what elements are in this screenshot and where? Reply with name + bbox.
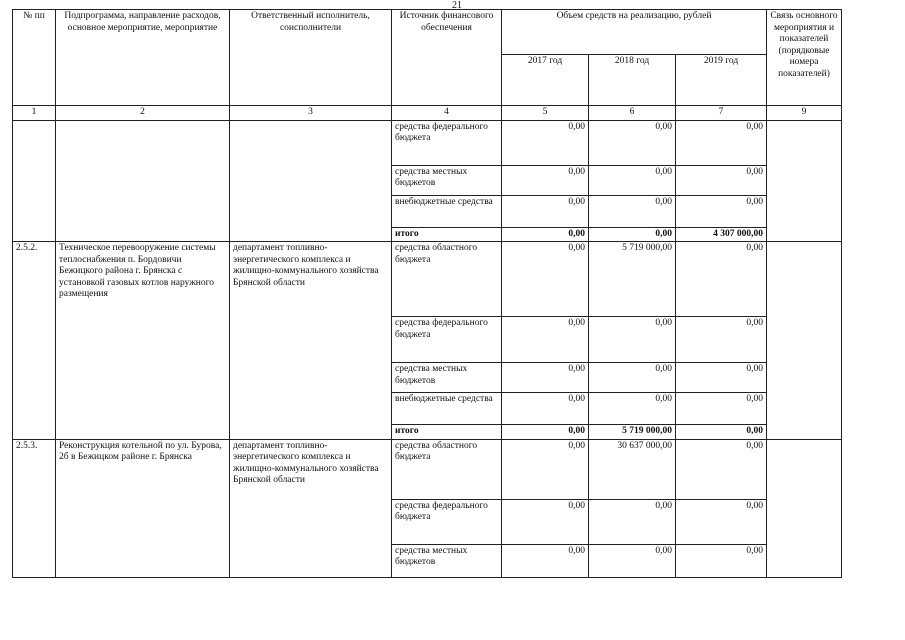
value-2019: 0,00 [676,393,767,425]
col-number: 6 [589,106,676,121]
value-2017: 0,00 [502,120,589,165]
value-2017: 0,00 [502,544,589,577]
value-2019: 0,00 [676,363,767,393]
table-row [13,439,842,499]
value-2018: 0,00 [589,120,676,165]
funding-source: средства областного бюджета [392,242,502,317]
header-row-1 [13,10,842,55]
funding-source: средства федерального бюджета [392,120,502,165]
value-2017: 0,00 [502,393,589,425]
value-2019: 0,00 [676,499,767,544]
funding-source: итого [392,227,502,242]
value-2017: 0,00 [502,363,589,393]
link-cell [767,439,842,577]
value-2018: 0,00 [589,227,676,242]
link-cell [767,120,842,242]
col-number: 4 [392,106,502,121]
value-2019: 0,00 [676,195,767,227]
header-link: Связь основного мероприятия и показателей (порядковые номера показателей) [767,10,842,106]
col-number: 7 [676,106,767,121]
funding-source: средства федерального бюджета [392,499,502,544]
header-volume: Объем средств на реализацию, рублей [502,10,767,55]
header-num: № пп [13,10,56,106]
value-2019: 4 307 000,00 [676,227,767,242]
header-source: Источник финансового обеспечения [392,10,502,106]
funding-source: средства местных бюджетов [392,544,502,577]
item-number: 2.5.2. [13,242,56,440]
value-2019: 0,00 [676,439,767,499]
value-2019: 0,00 [676,544,767,577]
table-row [13,120,842,165]
funding-source: внебюджетные средства [392,393,502,425]
item-program-cell [56,120,230,242]
funding-source: средства областного бюджета [392,439,502,499]
value-2017: 0,00 [502,439,589,499]
value-2018: 5 719 000,00 [589,242,676,317]
item-number-cell [13,120,56,242]
col-number: 1 [13,106,56,121]
value-2019: 0,00 [676,120,767,165]
header-year-2019: 2019 год [676,55,767,106]
value-2017: 0,00 [502,227,589,242]
item-program: Техническое перевооружение системы теплоснабжения п. Бордовичи Бежицкого района г. Брянска с установкой газовых котлов наружного размещения [56,242,230,440]
item-program: Реконструкция котельной по ул. Бурова, 2б в Бежицком районе г. Брянска [56,439,230,577]
item-executor: департамент топливно-энергетического комплекса и жилищно-коммунального хозяйства Брянской области [230,242,392,440]
value-2017: 0,00 [502,195,589,227]
item-executor: департамент топливно-энергетического комплекса и жилищно-коммунального хозяйства Брянской области [230,439,392,577]
funding-source: итого [392,425,502,440]
value-2018: 0,00 [589,544,676,577]
value-2019: 0,00 [676,425,767,440]
value-2017: 0,00 [502,425,589,440]
header-executor: Ответственный исполнитель, соисполнители [230,10,392,106]
page-number: 21 [452,0,462,11]
col-number: 5 [502,106,589,121]
budget-table [12,9,842,578]
header-year-2018: 2018 год [589,55,676,106]
column-number-row [13,106,842,121]
header-program: Подпрограмма, направление расходов, основное мероприятие, мероприятие [56,10,230,106]
value-2017: 0,00 [502,242,589,317]
funding-source: внебюджетные средства [392,195,502,227]
value-2018: 30 637 000,00 [589,439,676,499]
col-number: 3 [230,106,392,121]
value-2019: 0,00 [676,165,767,195]
value-2018: 0,00 [589,195,676,227]
value-2018: 0,00 [589,363,676,393]
value-2017: 0,00 [502,499,589,544]
funding-source: средства федерального бюджета [392,317,502,363]
value-2017: 0,00 [502,165,589,195]
value-2019: 0,00 [676,317,767,363]
funding-source: средства местных бюджетов [392,363,502,393]
value-2018: 0,00 [589,393,676,425]
funding-source: средства местных бюджетов [392,165,502,195]
col-number: 9 [767,106,842,121]
link-cell [767,242,842,440]
item-executor-cell [230,120,392,242]
value-2019: 0,00 [676,242,767,317]
value-2018: 0,00 [589,317,676,363]
table-row [13,242,842,317]
header-year-2017: 2017 год [502,55,589,106]
col-number: 2 [56,106,230,121]
value-2018: 0,00 [589,499,676,544]
value-2017: 0,00 [502,317,589,363]
item-number: 2.5.3. [13,439,56,577]
value-2018: 0,00 [589,165,676,195]
value-2018: 5 719 000,00 [589,425,676,440]
